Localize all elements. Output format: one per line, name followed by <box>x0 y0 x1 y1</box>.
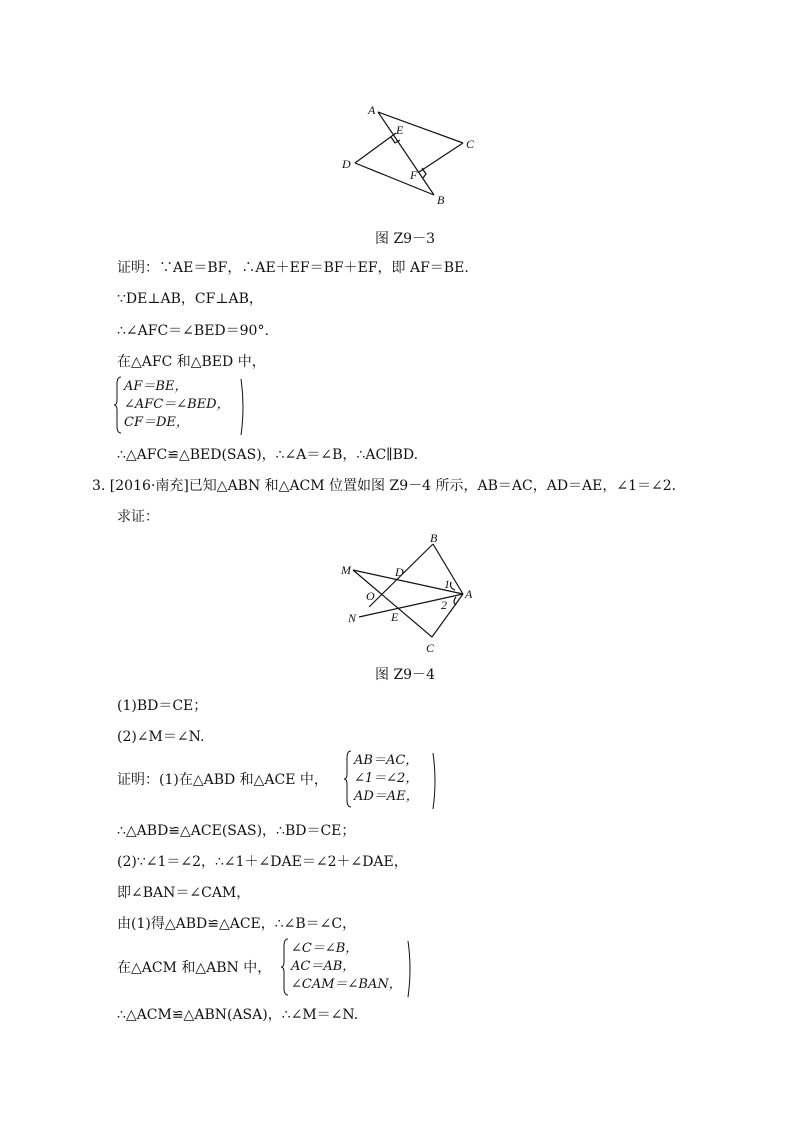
proof4-system-1-row-3: AD＝AE， <box>354 789 419 804</box>
proof3-system-row-2: ∠AFC＝∠BED， <box>124 397 230 412</box>
right-paren-icon <box>432 752 438 810</box>
label-d: D <box>342 157 351 171</box>
segment-ac <box>432 594 463 637</box>
proof4-part1-conclusion: ∴△ABD≌△ACE(SAS)，∴BD＝CE； <box>117 823 356 839</box>
problem3-stem: 3. [2016·南充]已知△ABN 和△ACM 位置如图 Z9－4 所示，AB＝AC，AD＝AE，∠1＝∠2. <box>92 478 677 494</box>
label-angle-2: 2 <box>441 598 447 612</box>
right-angle-mark-f <box>422 168 426 178</box>
figure-z9-4-drawing <box>335 530 485 655</box>
right-paren-icon <box>407 940 413 998</box>
label-e: E <box>391 610 399 624</box>
proof3-line-3: ∴∠AFC＝∠BED＝90°. <box>117 323 269 339</box>
left-brace-icon <box>344 750 352 808</box>
proof3-line-2: ∵DE⊥AB，CF⊥AB， <box>117 291 263 307</box>
right-paren-icon <box>240 378 246 436</box>
proof3-system-row-3: CF＝DE， <box>124 415 189 430</box>
claim-1: (1)BD＝CE； <box>117 698 208 714</box>
segment-cf <box>419 143 463 172</box>
proof4-system-1-row-1: AB＝AC， <box>354 753 419 768</box>
segment-ac <box>378 112 463 143</box>
proof3-system <box>124 378 230 432</box>
angle-mark-1 <box>451 582 456 590</box>
segment-ab <box>378 112 434 195</box>
proof4-part2-line-3: 由(1)得△ABD≌△ACE，∴∠B＝∠C， <box>117 916 357 932</box>
proof3-line-1: 证明：∵AE＝BF，∴AE＋EF＝BF＋EF，即 AF＝BE. <box>117 260 469 276</box>
claim-2: (2)∠M＝∠N. <box>117 729 205 745</box>
proof4-system-2-row-3: ∠CAM＝∠BAN， <box>291 977 402 992</box>
label-d: D <box>395 565 404 579</box>
figure-z9-3-caption: 图 Z9－3 <box>375 231 435 247</box>
left-brace-icon <box>114 376 122 434</box>
proof3-conclusion: ∴△AFC≌△BED(SAS)，∴∠A＝∠B，∴AC∥BD. <box>117 447 419 463</box>
proof4-part2-line-4: 在△ACM 和△ABN 中， <box>117 960 272 976</box>
label-a: A <box>368 103 376 117</box>
label-e: E <box>396 123 404 137</box>
label-c: C <box>466 137 475 151</box>
label-n: N <box>348 611 357 625</box>
left-brace-icon <box>281 938 289 996</box>
label-o: O <box>366 589 375 603</box>
proof4-system-2-row-1: ∠C＝∠B， <box>291 941 359 956</box>
figure-z9-4-caption: 图 Z9－4 <box>375 667 435 683</box>
label-angle-1: 1 <box>444 577 450 591</box>
figure-z9-3-drawing <box>330 100 490 210</box>
proof3-line-4: 在△AFC 和△BED 中， <box>117 354 266 370</box>
label-m: M <box>341 563 351 577</box>
label-f: F <box>410 168 418 182</box>
segment-de <box>355 133 396 163</box>
label-c: C <box>426 641 435 655</box>
proof4-system-1-row-2: ∠1＝∠2， <box>354 771 419 786</box>
proof4-part2-line-2: 即∠BAN＝∠CAM， <box>117 885 251 901</box>
proof4-part2-conclusion: ∴△ACM≌△ABN(ASA)，∴∠M＝∠N. <box>117 1007 359 1023</box>
proof4-system-2-row-2: AC＝AB， <box>291 959 356 974</box>
label-b: B <box>430 531 438 545</box>
label-a: A <box>465 587 473 601</box>
problem3-prove-label: 求证： <box>117 509 159 525</box>
proof4-system-2 <box>291 940 402 994</box>
segment-db <box>355 163 434 195</box>
proof4-part1-intro: 证明：(1)在△ABD 和△ACE 中， <box>117 772 328 788</box>
label-b: B <box>437 193 445 207</box>
figure-z9-3 <box>330 100 490 210</box>
figure-z9-4 <box>335 530 485 655</box>
proof4-system-1 <box>354 752 419 806</box>
proof3-system-row-1: AF＝BE， <box>124 379 188 394</box>
proof4-part2-line-1: (2)∵∠1＝∠2，∴∠1＋∠DAE＝∠2＋∠DAE， <box>117 854 408 870</box>
